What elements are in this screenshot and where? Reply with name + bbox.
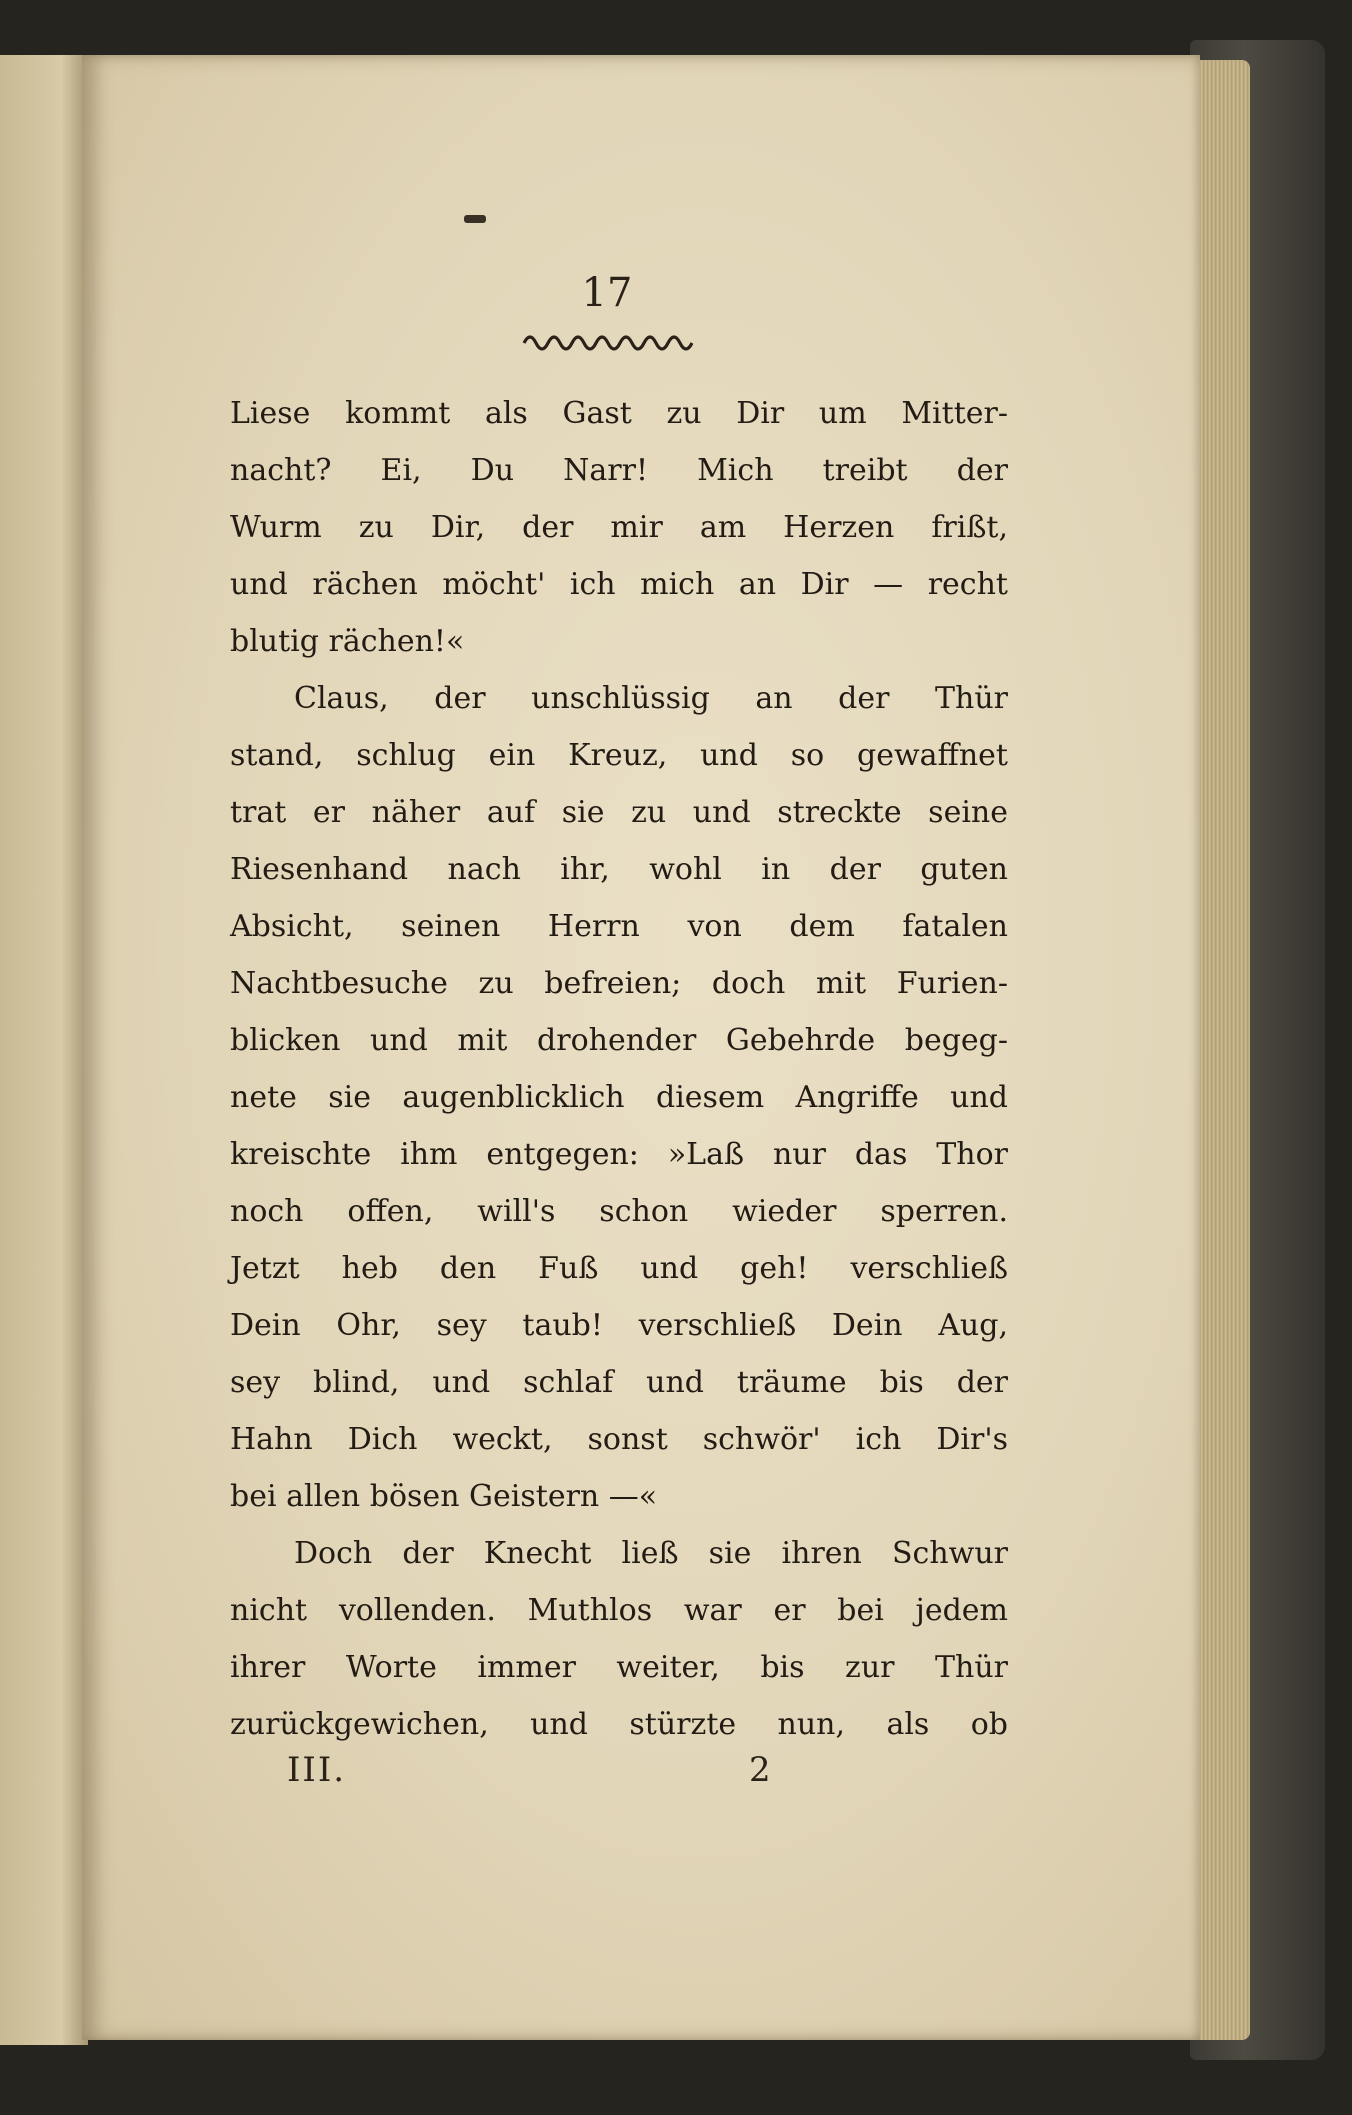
text-line: nicht vollenden. Muthlos war er bei jedem — [230, 1593, 1008, 1628]
text-line: noch offen, will's schon wieder sperren. — [230, 1194, 1008, 1229]
ink-mark — [464, 215, 486, 223]
text-line: ihrer Worte immer weiter, bis zur Thür — [230, 1650, 1008, 1685]
text-line: zurückgewichen, und stürzte nun, als ob — [230, 1707, 1008, 1742]
text-line: kreischte ihm entgegen: »Laß nur das Thor — [230, 1137, 1008, 1172]
sheet-signature: 2 — [749, 1750, 771, 1790]
text-line: Wurm zu Dir, der mir am Herzen frißt, — [230, 510, 1008, 545]
text-line: Riesenhand nach ihr, wohl in der guten — [230, 852, 1008, 887]
text-line: stand, schlug ein Kreuz, und so gewaffnet — [230, 738, 1008, 773]
text-line: Doch der Knecht ließ sie ihren Schwur — [294, 1536, 1008, 1571]
wavy-rule-ornament — [522, 327, 697, 351]
text-line: Claus, der unschlüssig an der Thür — [294, 681, 1008, 716]
book-page — [82, 55, 1200, 2040]
text-line: Absicht, seinen Herrn von dem fatalen — [230, 909, 1008, 944]
facing-page — [0, 55, 88, 2045]
text-line: und rächen möcht' ich mich an Dir — recht — [230, 567, 1008, 602]
text-line: blicken und mit drohender Gebehrde begeg- — [230, 1023, 1008, 1058]
text-line: nacht? Ei, Du Narr! Mich treibt der — [230, 453, 1008, 488]
text-line: sey blind, und schlaf und träume bis der — [230, 1365, 1008, 1400]
text-line: Dein Ohr, sey taub! verschließ Dein Aug, — [230, 1308, 1008, 1343]
text-line: trat er näher auf sie zu und streckte seine — [230, 795, 1008, 830]
body-text — [230, 385, 1008, 1753]
text-line: bei allen bösen Geistern —« — [230, 1479, 658, 1514]
volume-signature-mark: III. — [287, 1750, 347, 1790]
text-line: Nachtbesuche zu befreien; doch mit Furien- — [230, 966, 1008, 1001]
text-line: Hahn Dich weckt, sonst schwör' ich Dir's — [230, 1422, 1008, 1457]
text-line: Liese kommt als Gast zu Dir um Mitter- — [230, 396, 1008, 431]
text-line: blutig rächen!« — [230, 624, 465, 659]
text-line: Jetzt heb den Fuß und geh! verschließ — [230, 1251, 1008, 1286]
text-line: nete sie augenblicklich diesem Angriffe und — [230, 1080, 1008, 1115]
page-number: 17 — [581, 270, 633, 316]
